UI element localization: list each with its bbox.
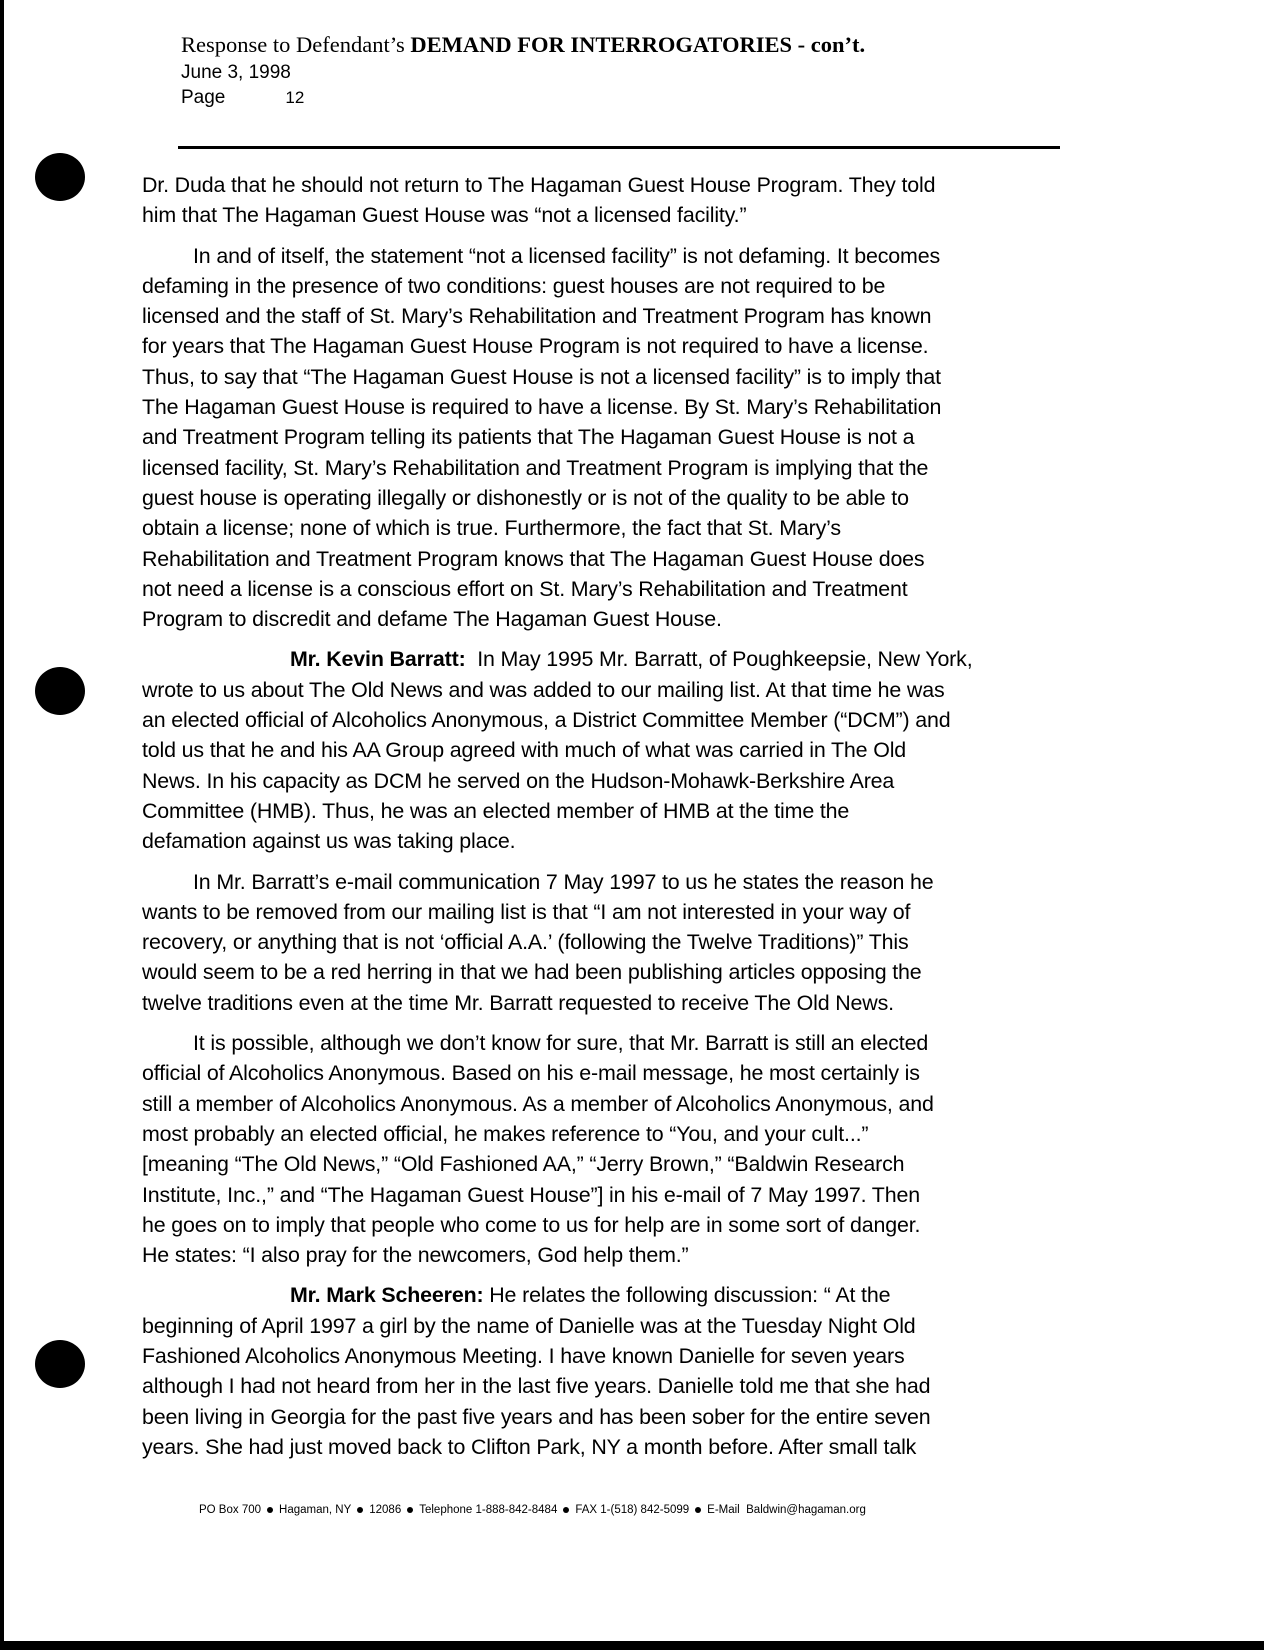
page-header <box>181 30 865 110</box>
text-line: In and of itself, the statement “not a licensed facility” is not defaming. It becomes <box>193 243 941 268</box>
text-line: for years that The Hagaman Guest House Program is not required to have a license. <box>142 334 929 359</box>
paragraph-elected-official <box>142 1028 1122 1270</box>
paragraph-email <box>142 867 1122 1018</box>
paragraph-license <box>142 241 1122 635</box>
paragraph-continuation <box>142 170 1122 231</box>
text-line: he goes on to imply that people who come to us for help are in some sort of danger. <box>142 1212 921 1237</box>
text-line: and Treatment Program telling its patients that The Hagaman Guest House is not a <box>142 425 915 450</box>
text-line <box>142 644 1122 674</box>
text-line: Committee (HMB). Thus, he was an elected member of HMB at the time the <box>142 798 850 823</box>
text-line: Institute, Inc.,” and “The Hagaman Guest House”] in his e-mail of 7 May 1997. Then <box>142 1182 920 1207</box>
text-line: most probably an elected official, he makes reference to “You, and your cult...” <box>142 1121 869 1146</box>
text-line: licensed and the staff of St. Mary’s Rehabilitation and Treatment Program has known <box>142 304 932 329</box>
document-body <box>142 170 1122 1472</box>
text-line: not need a license is a conscious effort on St. Mary’s Rehabilitation and Treatment <box>142 576 908 601</box>
text-line: He states: “I also pray for the newcomers, God help them.” <box>142 1243 689 1268</box>
scan-bottom-edge <box>0 1641 1264 1650</box>
text-line: wrote to us about The Old News and was added to our mailing list. At that time he was <box>142 677 945 702</box>
binder-hole-bottom <box>35 1340 85 1388</box>
bullet-icon <box>563 1507 569 1513</box>
footer-fax: FAX 1-(518) 842-5099 <box>575 1504 690 1516</box>
paragraph-mark-scheeren <box>142 1280 1122 1462</box>
page-footer <box>199 1504 866 1516</box>
text-line: still a member of Alcoholics Anonymous. As a member of Alcoholics Anonymous, and <box>142 1091 934 1116</box>
text-line: It is possible, although we don’t know for sure, that Mr. Barratt is still an elected <box>193 1031 929 1056</box>
text-line: The Hagaman Guest House is required to have a license. By St. Mary’s Rehabilitation <box>142 395 942 420</box>
binder-hole-middle <box>35 667 85 715</box>
text-line: In Mr. Barratt’s e-mail communication 7 May 1997 to us he states the reason he <box>193 869 934 894</box>
text-line-rest: He relates the following discussion: “ At the <box>483 1283 891 1308</box>
text-line-rest: In May 1995 Mr. Barratt, of Poughkeepsie, New York, <box>465 647 973 672</box>
bullet-icon <box>407 1507 413 1513</box>
footer-email: E-Mail Baldwin@hagaman.org <box>707 1504 866 1516</box>
text-line: licensed facility, St. Mary’s Rehabilitation and Treatment Program is implying that the <box>142 455 929 480</box>
text-line: recovery, or anything that is not ‘official A.A.’ (following the Twelve Traditions)” This <box>142 930 909 955</box>
binder-hole-top <box>35 153 85 201</box>
footer-po-box: PO Box 700 <box>199 1504 262 1516</box>
page-number: 12 <box>285 88 305 107</box>
text-line: years. She had just moved back to Clifton Park, NY a month before. After small talk <box>142 1434 917 1459</box>
bullet-icon <box>267 1507 273 1513</box>
bullet-icon <box>695 1507 701 1513</box>
text-line: although I had not heard from her in the last five years. Danielle told me that she had <box>142 1374 931 1399</box>
page-indicator <box>181 85 865 110</box>
text-line: Fashioned Alcoholics Anonymous Meeting. I have known Danielle for seven years <box>142 1343 905 1368</box>
text-line: [meaning “The Old News,” “Old Fashioned AA,” “Jerry Brown,” “Baldwin Research <box>142 1152 905 1177</box>
footer-city: Hagaman, NY <box>279 1504 352 1516</box>
text-line: him that The Hagaman Guest House was “not a licensed facility.” <box>142 203 747 228</box>
person-heading: Mr. Mark Scheeren: <box>290 1283 484 1308</box>
text-line: been living in Georgia for the past five years and has been sober for the entire seven <box>142 1404 931 1429</box>
text-line: official of Alcoholics Anonymous. Based on his e-mail message, he most certainly is <box>142 1061 920 1086</box>
text-line: wants to be removed from our mailing list is that “I am not interested in your way of <box>142 899 911 924</box>
text-line <box>142 1280 1122 1310</box>
text-line: Program to discredit and defame The Hagaman Guest House. <box>142 607 722 632</box>
document-date: June 3, 1998 <box>181 62 291 83</box>
text-line: Thus, to say that “The Hagaman Guest House is not a licensed facility” is to imply that <box>142 364 941 389</box>
scan-left-edge <box>0 0 4 1650</box>
text-line: obtain a license; none of which is true. Furthermore, the fact that St. Mary’s <box>142 516 841 541</box>
text-line: defaming in the presence of two conditions: guest houses are not required to be <box>142 273 886 298</box>
text-line: Rehabilitation and Treatment Program knows that The Hagaman Guest House does <box>142 546 925 571</box>
footer-telephone: Telephone 1-888-842-8484 <box>419 1504 558 1516</box>
footer-zip: 12086 <box>369 1504 402 1516</box>
text-line: News. In his capacity as DCM he served on the Hudson-Mohawk-Berkshire Area <box>142 768 895 793</box>
text-line: beginning of April 1997 a girl by the name of Danielle was at the Tuesday Night Old <box>142 1313 916 1338</box>
title-prefix: Response to Defendant’s <box>181 32 411 57</box>
page-label: Page <box>181 87 226 108</box>
bullet-icon <box>357 1507 363 1513</box>
document-title <box>181 30 865 60</box>
text-line: Dr. Duda that he should not return to The Hagaman Guest House Program. They told <box>142 173 936 197</box>
text-line: twelve traditions even at the time Mr. Barratt requested to receive The Old News. <box>142 990 894 1015</box>
paragraph-kevin-barratt <box>142 644 1122 856</box>
text-line: an elected official of Alcoholics Anonymous, a District Committee Member (“DCM”) and <box>142 708 951 733</box>
text-line: defamation against us was taking place. <box>142 829 516 854</box>
text-line: guest house is operating illegally or dishonestly or is not of the quality to be able to <box>142 485 909 510</box>
person-heading: Mr. Kevin Barratt: <box>290 647 466 672</box>
title-bold: DEMAND FOR INTERROGATORIES - con’t. <box>410 32 866 57</box>
text-line: told us that he and his AA Group agreed with much of what was carried in The Old <box>142 738 907 763</box>
header-rule <box>178 146 1060 149</box>
text-line: would seem to be a red herring in that we had been publishing articles opposing the <box>142 960 922 985</box>
